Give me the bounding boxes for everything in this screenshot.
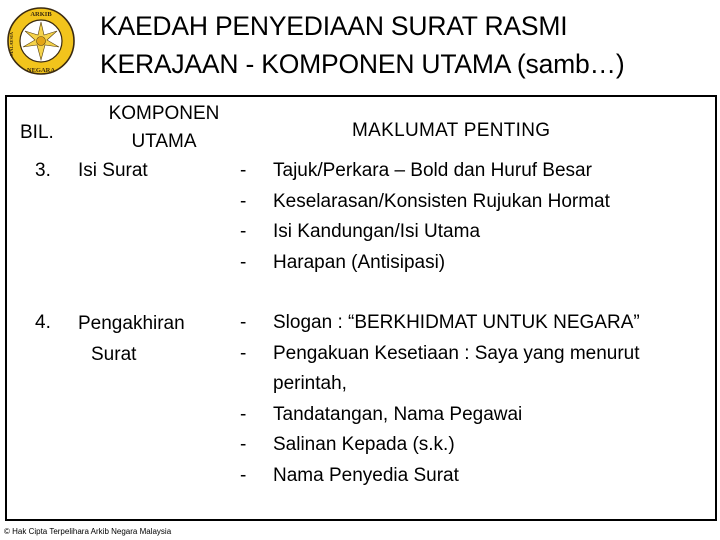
bullet-dash: - bbox=[240, 464, 247, 486]
bullet-dash: - bbox=[240, 342, 247, 364]
bullet-dash: - bbox=[240, 160, 247, 181]
list-item: - Nama Penyedia Surat bbox=[240, 461, 640, 492]
header-maklumat-penting: MAKLUMAT PENTING bbox=[352, 120, 551, 141]
row-3-component: Isi Surat bbox=[78, 160, 148, 181]
row-4-number: 4. bbox=[35, 312, 51, 333]
logo-bottom-text: NEGARA bbox=[26, 67, 56, 74]
list-item: - Isi Kandungan/Isi Utama bbox=[240, 217, 610, 248]
arkib-negara-logo-icon bbox=[6, 4, 76, 78]
row-3-number: 3. bbox=[35, 160, 51, 181]
bullet-dash: - bbox=[240, 251, 247, 273]
logo-left-text: MALAYSIA bbox=[9, 31, 14, 57]
row-4-items bbox=[240, 308, 640, 491]
list-item: - Keselarasan/Konsisten Rujukan Hormat bbox=[240, 187, 610, 218]
header-komponen-utama: KOMPONEN UTAMA bbox=[108, 103, 220, 152]
title-line-2: KERAJAAN - KOMPONEN UTAMA (samb…) bbox=[100, 49, 625, 79]
header-bil: BIL. bbox=[20, 122, 54, 143]
list-item: - Harapan (Antisipasi) bbox=[240, 248, 610, 279]
list-item: - Pengakuan Kesetiaan : Saya yang menurut bbox=[240, 339, 640, 370]
row-4-component bbox=[78, 308, 185, 370]
row-4-component-line-1: Pengakhiran bbox=[78, 313, 185, 334]
bullet-dash: - bbox=[240, 403, 247, 425]
logo-top-text: ARKIB bbox=[30, 11, 52, 18]
bullet-dash: - bbox=[240, 434, 247, 455]
bullet-dash: - bbox=[240, 190, 247, 212]
list-item: - Tajuk/Perkara – Bold dan Huruf Besar bbox=[240, 156, 610, 187]
list-item: - Salinan Kepada (s.k.) bbox=[240, 430, 640, 461]
page-title bbox=[100, 7, 710, 83]
title-line-1: KAEDAH PENYEDIAAN SURAT RASMI bbox=[100, 11, 568, 41]
copyright-footer: © Hak Cipta Terpelihara Arkib Negara Malaysia bbox=[4, 527, 172, 536]
bullet-dash: - bbox=[240, 312, 247, 333]
row-3-items bbox=[240, 156, 610, 278]
list-item: - Slogan : “BERKHIDMAT UNTUK NEGARA” bbox=[240, 308, 640, 339]
bullet-dash: - bbox=[240, 221, 247, 242]
list-item-continuation: perintah, bbox=[273, 373, 347, 394]
row-4-component-line-2: Surat bbox=[91, 344, 137, 365]
list-item: - Tandatangan, Nama Pegawai bbox=[240, 400, 640, 431]
